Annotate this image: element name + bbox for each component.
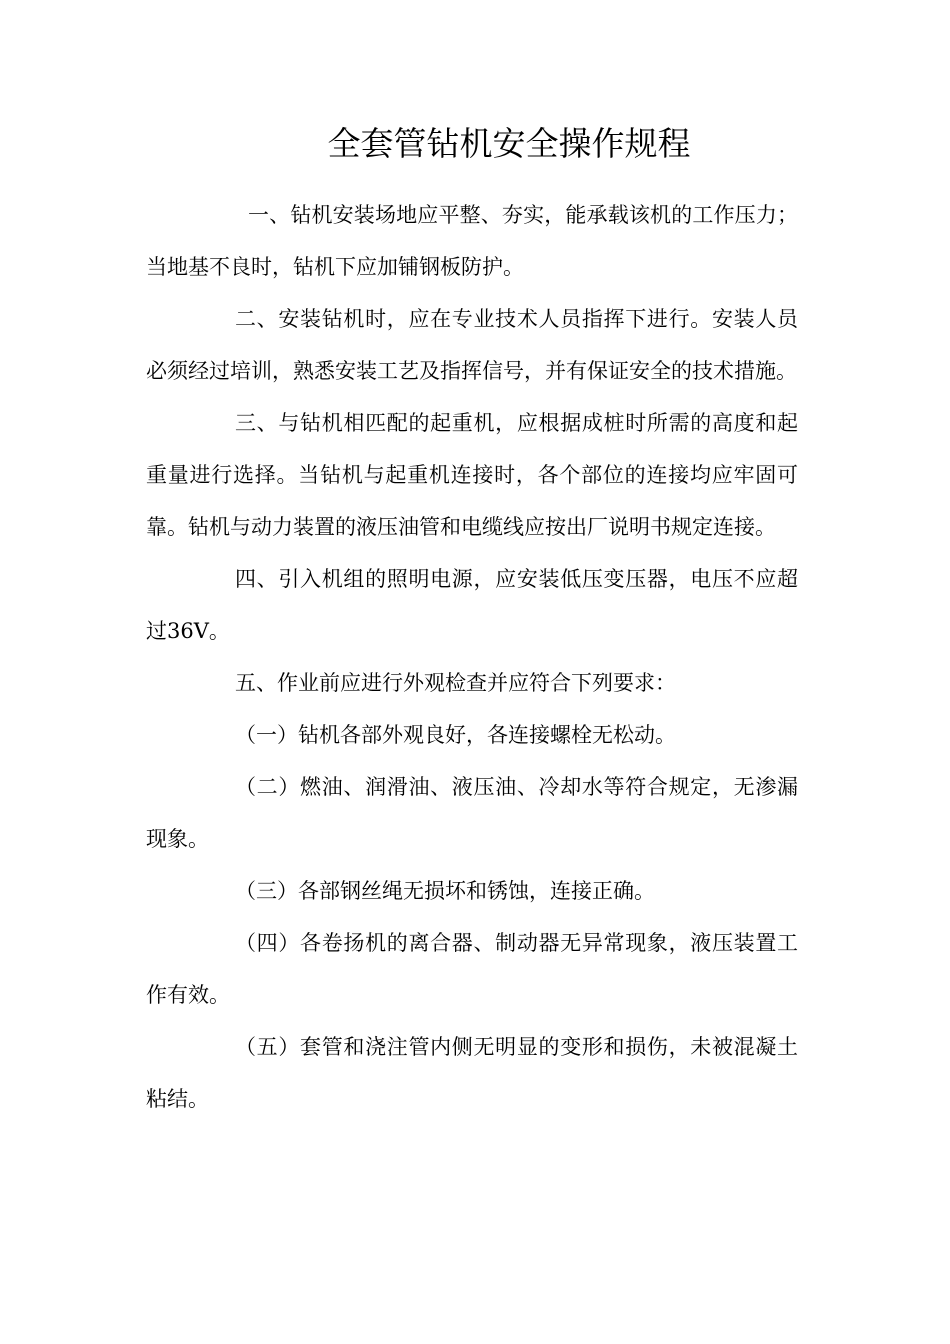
sub-item-1: （一）钻机各部外观良好，各连接螺栓无松动。: [235, 723, 676, 747]
paragraph-3: 三、与钻机相匹配的起重机，应根据成桩时所需的高度和起重量进行选择。当钻机与起重机连接时，各个部位的连接均应牢固可靠。钻机与动力装置的液压油管和电缆线应按出厂说明书规定连接。: [146, 411, 798, 539]
sub-item-2: （二）燃油、润滑油、液压油、冷却水等符合规定，无渗漏现象。: [146, 775, 798, 851]
sub-item-3: （三）各部钢丝绳无损坏和锈蚀，连接正确。: [235, 879, 655, 903]
paragraph-5: 五、作业前应进行外观检查并应符合下列要求：: [235, 671, 676, 695]
document-title: 全套管钻机安全操作规程: [327, 124, 691, 163]
sub-item-5: （五）套管和浇注管内侧无明显的变形和损伤，未被混凝土粘结。: [146, 1035, 798, 1111]
paragraph-2: 二、安装钻机时，应在专业技术人员指挥下进行。安装人员必须经过培训，熟悉安装工艺及指挥信号，并有保证安全的技术措施。: [146, 307, 798, 383]
document-body: [146, 189, 798, 1125]
sub-item-4: （四）各卷扬机的离合器、制动器无异常现象，液压装置工作有效。: [146, 931, 798, 1007]
paragraph-1: 一、钻机安装场地应平整、夯实，能承载该机的工作压力；当地基不良时，钻机下应加铺钢板防护。: [146, 203, 798, 279]
paragraph-4: 四、引入机组的照明电源，应安装低压变压器，电压不应超过36V。: [146, 567, 798, 643]
